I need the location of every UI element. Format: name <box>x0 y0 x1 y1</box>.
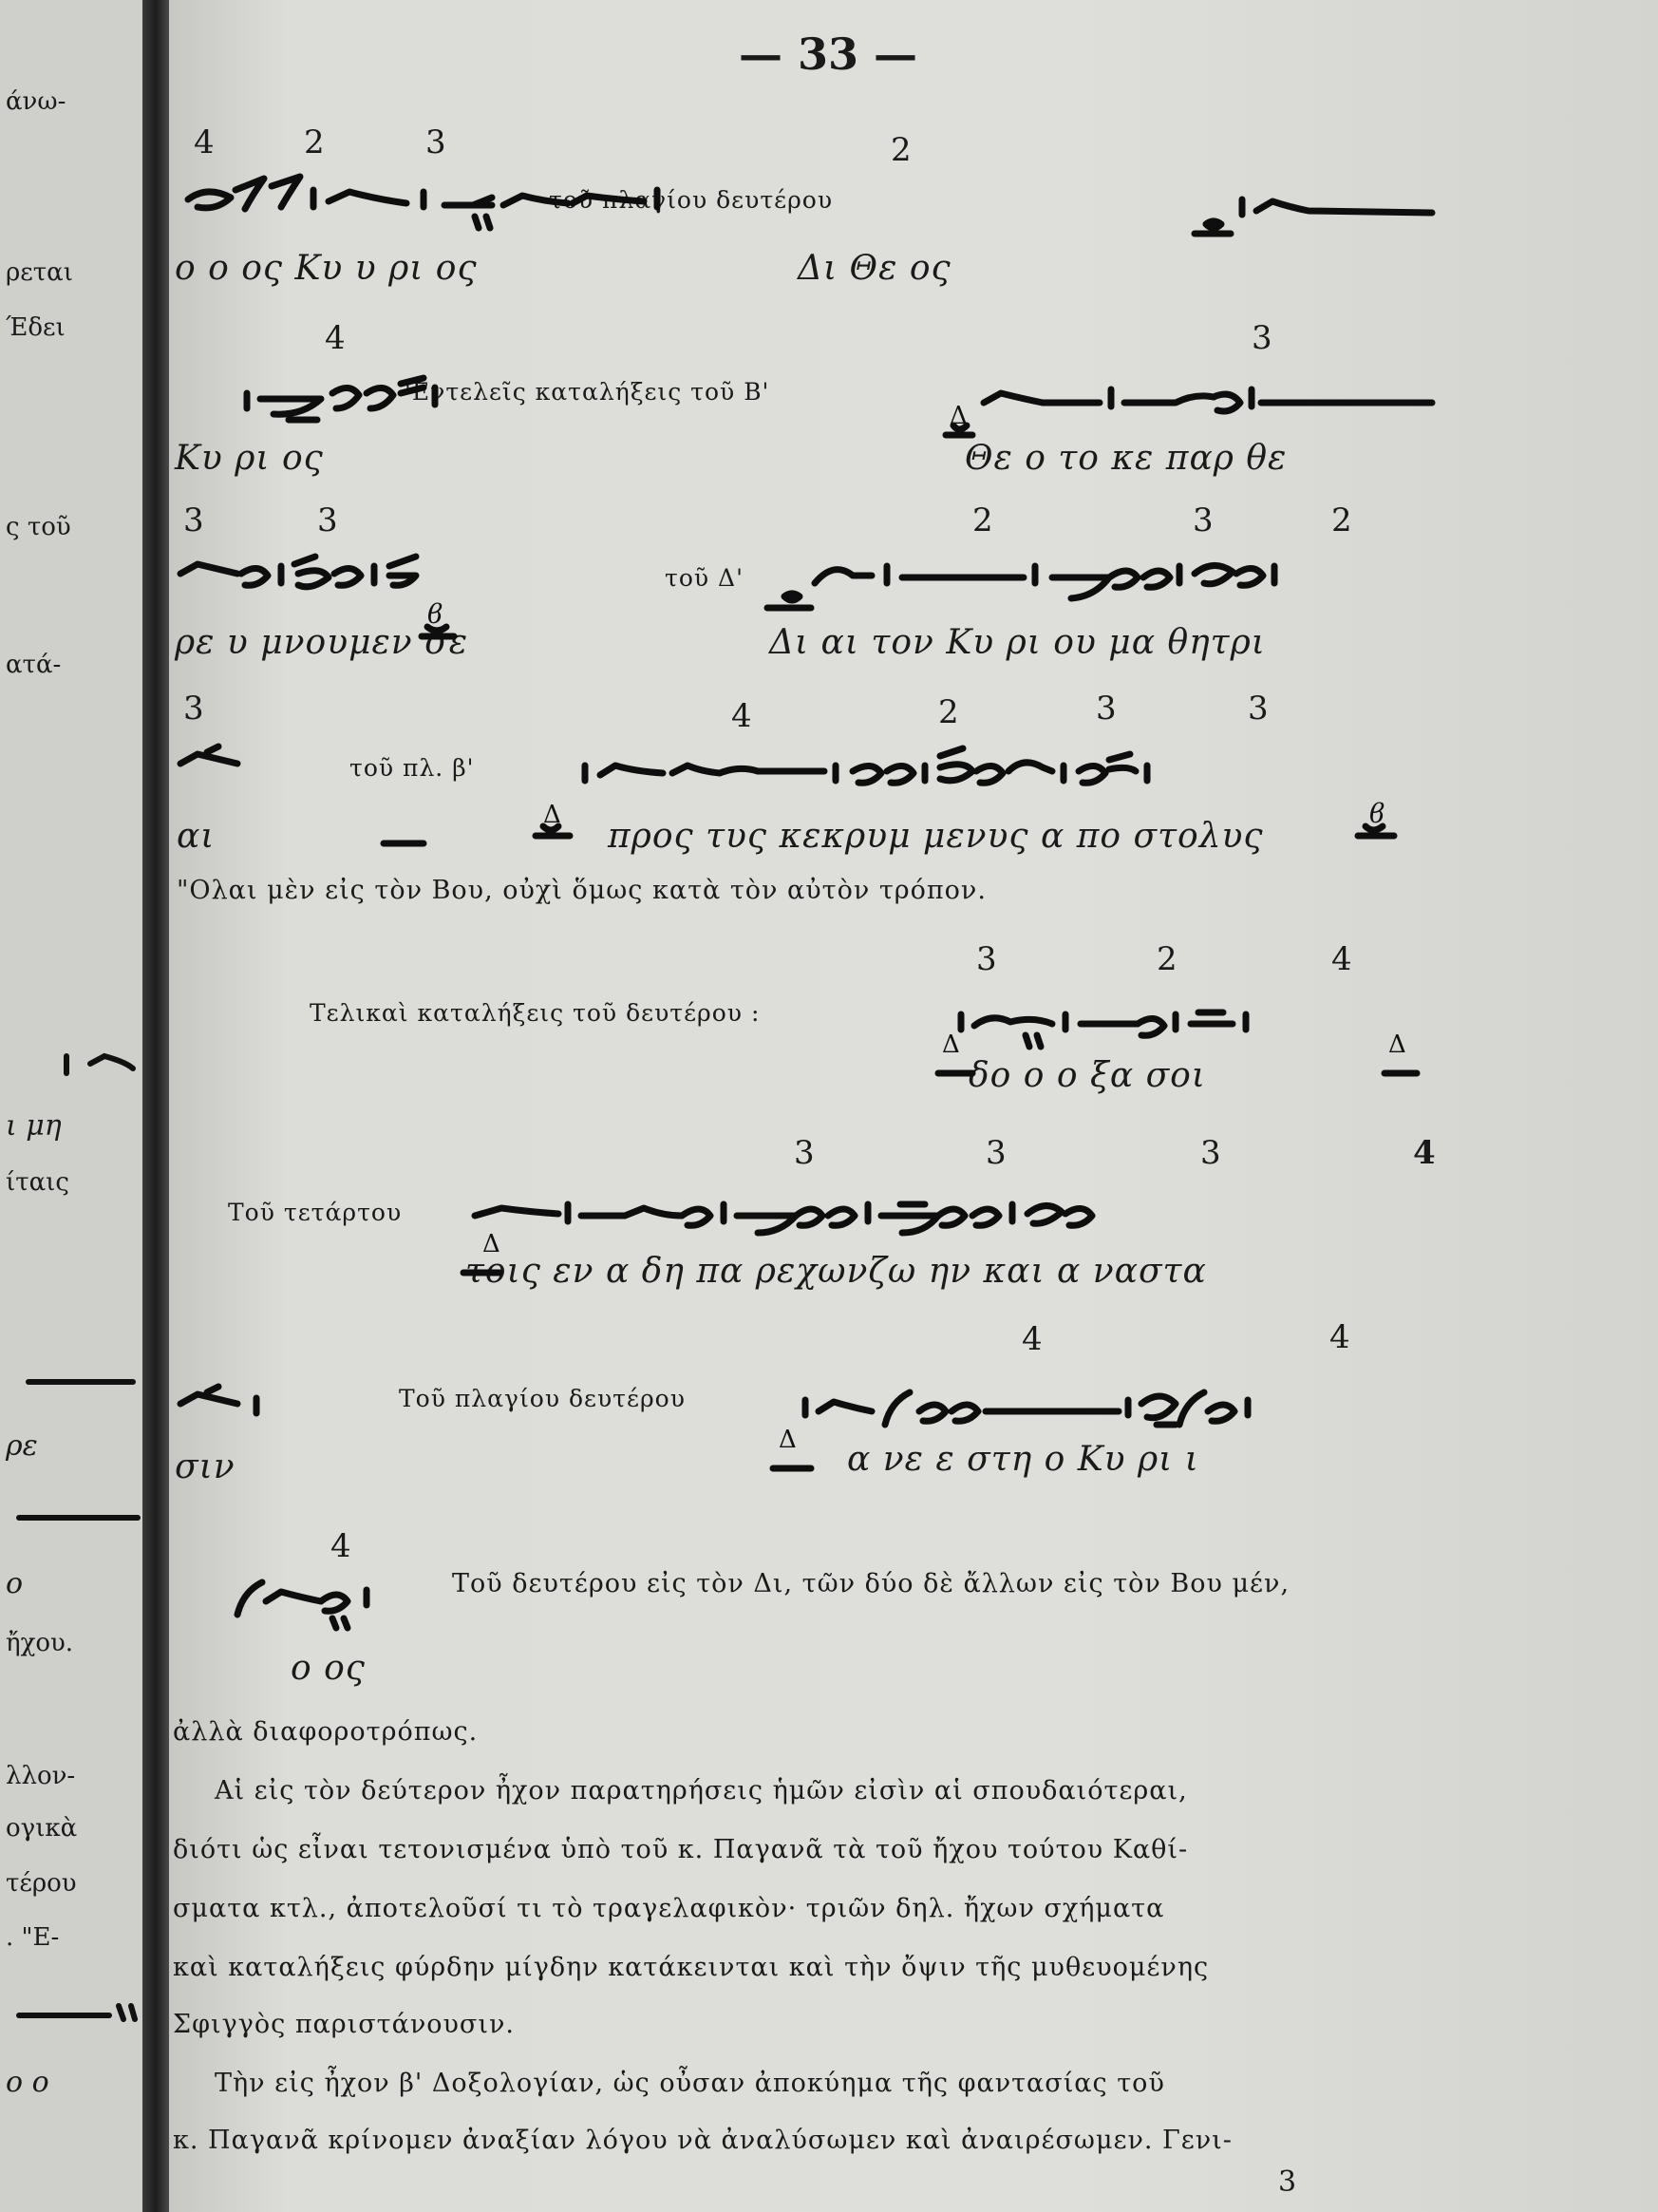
facing-text: ρεται <box>6 258 73 287</box>
interval-number: 2 <box>891 131 912 169</box>
lyrics: Δι Θε ος <box>798 249 951 288</box>
text-line-olai: "Ολαι μὲν εἰς τὸν Βου, οὐχὶ ὅμως κατὰ τὸν αὐτὸν τρόπον. <box>177 876 987 905</box>
facing-text: ρε <box>6 1429 38 1463</box>
facing-text: τέρου <box>6 1869 77 1898</box>
interval-number: 3 <box>1252 319 1272 357</box>
facing-text: άνω- <box>6 87 66 116</box>
facing-text: ι μη <box>6 1109 62 1143</box>
svg-text:Δ: Δ <box>779 1426 797 1454</box>
interval-number: 2 <box>1157 940 1178 978</box>
book-spine <box>142 0 169 2212</box>
lyrics: Δι αι τον Κυ ρι ου μα θητρι <box>769 623 1266 662</box>
mode-label: τοῦ πλ. β' <box>349 754 475 782</box>
main-page <box>169 0 1658 2212</box>
lyrics: Κυ ρι ος <box>175 439 324 478</box>
paragraph-line: σματα κτλ., ἀποτελοῦσί τι τὸ τραγελαφικὸν· τριῶν δηλ. ἤχων σχήματα <box>173 1894 1165 1923</box>
mode-label: τοῦ πλαγίου δευτέρου <box>549 186 834 214</box>
paragraph-line: καὶ καταλήξεις φύρδην μίγδην κατάκεινται καὶ τὴν ὄψιν τῆς μυθευομένης <box>173 1953 1210 1982</box>
lyrics: ο ο ος Κυ υ ρι ος <box>175 249 478 288</box>
facing-text: ίταις <box>6 1168 69 1197</box>
svg-text:Δ: Δ <box>950 402 968 430</box>
interval-number: 2 <box>1331 501 1352 539</box>
lyrics: τοις εν α δη πα ρεχωνζω ην και α ναστα <box>465 1252 1207 1291</box>
svg-text:Δ: Δ <box>482 1230 500 1258</box>
interval-number: 4 <box>731 697 752 735</box>
lyrics: αι <box>177 817 216 856</box>
paragraph-line: Σφιγγὸς παριστάνουσιν. <box>173 2010 515 2039</box>
facing-text: λλον- <box>6 1762 76 1790</box>
interval-number: 4 <box>1022 1320 1043 1358</box>
svg-text:ϐ: ϐ <box>1369 798 1385 829</box>
facing-text: ἤχου. <box>6 1629 74 1657</box>
svg-text:Δ: Δ <box>1388 1030 1406 1059</box>
lyrics: δο ο ο ξα σοι <box>969 1056 1206 1095</box>
facing-text: ογικὰ <box>6 1814 78 1843</box>
lyrics: α νε ε στη ο Κυ ρι ι <box>847 1440 1199 1479</box>
interval-number: 3 <box>183 690 204 728</box>
paragraph-line: κ. Παγανᾶ κρίνομεν ἀναξίαν λόγου νὰ ἀναλύσωμεν καὶ ἀναιρέσωμεν. Γενι- <box>173 2126 1233 2155</box>
lyrics: ο ος <box>291 1649 366 1688</box>
paragraph-line: Αἱ εἰς τὸν δεύτερον ἦχον παρατηρήσεις ἡμῶν εἰσὶν αἱ σπουδαιότεραι, <box>215 1776 1188 1806</box>
facing-text: Έδει <box>6 313 66 342</box>
facing-text: ο ο <box>6 2066 49 2099</box>
interval-number: 3 <box>317 501 338 539</box>
lyrics: προς τυς κεκρυμ μενυς α πο στολυς <box>608 817 1264 856</box>
interval-number: 4 <box>1329 1318 1350 1356</box>
mode-label: Τοῦ τετάρτου <box>228 1199 403 1226</box>
lyrics: Θε ο το κε παρ θε <box>965 439 1288 478</box>
page-number: — 33 — <box>739 28 918 80</box>
interval-number: 2 <box>938 693 959 731</box>
interval-number: 4 <box>1413 1134 1436 1172</box>
interval-number: 3 <box>976 940 997 978</box>
mode-label: Τοῦ πλαγίου δευτέρου <box>399 1385 686 1412</box>
interval-number: 4 <box>1331 940 1352 978</box>
facing-text: ατά- <box>6 651 62 679</box>
facing-text: ς τοῦ <box>6 513 71 541</box>
interval-number: 3 <box>1200 1134 1221 1172</box>
interval-number: 4 <box>194 123 215 161</box>
interval-number: 3 <box>1193 501 1214 539</box>
interval-number: 2 <box>972 501 993 539</box>
svg-text:Δ: Δ <box>543 801 561 829</box>
facing-page-edge <box>0 0 142 2212</box>
interval-number: 4 <box>325 319 346 357</box>
interval-number: 3 <box>986 1134 1007 1172</box>
neume-notation <box>169 0 1658 2212</box>
interval-number: 3 <box>425 123 446 161</box>
lyrics: σιν <box>175 1447 236 1486</box>
mode-label: 'Εντελεῖς καταλήξεις τοῦ Β' <box>405 378 770 406</box>
facing-text: . "Ε- <box>6 1923 60 1952</box>
interval-number: 3 <box>183 501 204 539</box>
interval-number: 3 <box>794 1134 815 1172</box>
facing-neume-marks <box>0 0 142 2212</box>
paragraph-line: Τὴν εἰς ἦχον β' Δοξολογίαν, ὡς οὖσαν ἀποκύημα τῆς φαντασίας τοῦ <box>215 2069 1165 2098</box>
mode-label: τοῦ Δ' <box>665 564 744 592</box>
text-line: Τοῦ δευτέρου εἰς τὸν Δι, τῶν δύο δὲ ἄλλων εἰς τὸν Βου μέν, <box>452 1569 1291 1598</box>
paragraph-line: ἀλλὰ διαφοροτρόπως. <box>173 1717 479 1747</box>
interval-number: 2 <box>304 123 325 161</box>
paragraph-line: διότι ὡς εἶναι τετονισμένα ὑπὸ τοῦ κ. Παγανᾶ τὰ τοῦ ἤχου τούτου Καθί- <box>173 1835 1189 1864</box>
mode-label: Τελικαὶ καταλήξεις τοῦ δευτέρου : <box>310 999 761 1027</box>
interval-number: 3 <box>1248 690 1269 728</box>
facing-text: ο <box>6 1567 24 1600</box>
signature-mark: 3 <box>1278 2165 1297 2199</box>
lyrics: ρε υ μνουμεν σε <box>175 623 469 662</box>
svg-text:Δ: Δ <box>942 1030 960 1059</box>
svg-text:ϐ: ϐ <box>427 598 443 630</box>
interval-number: 3 <box>1096 690 1117 728</box>
interval-number: 4 <box>330 1527 351 1565</box>
